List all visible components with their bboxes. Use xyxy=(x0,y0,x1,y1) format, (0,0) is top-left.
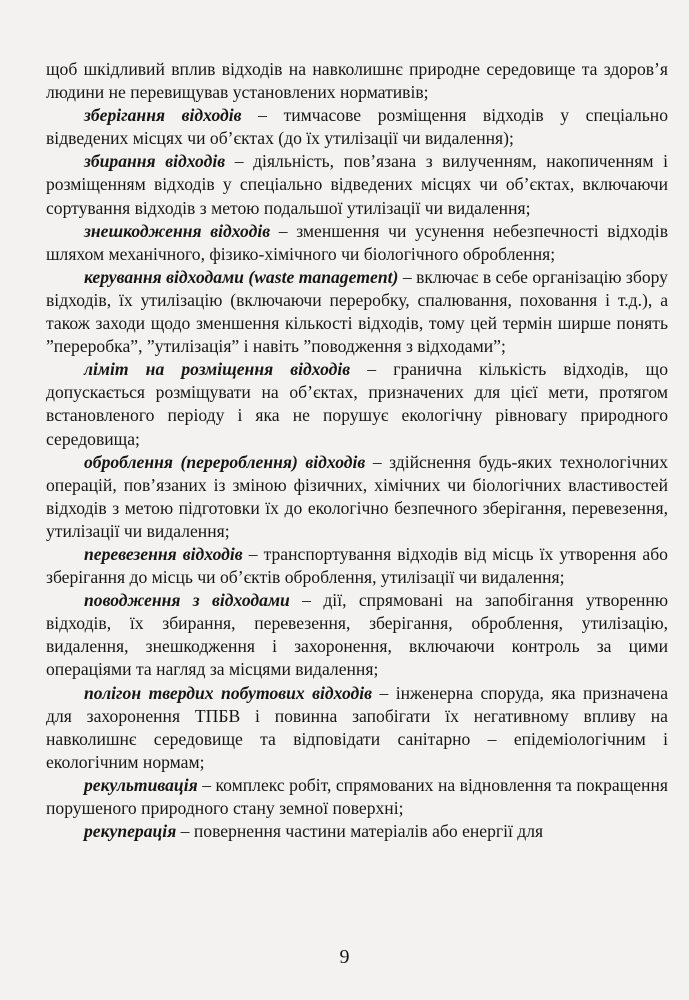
glossary-entry xyxy=(46,682,668,774)
glossary-entry xyxy=(46,451,668,543)
glossary-definition: – здійснення будь-яких технологічних операцій, пов’язаних із зміною фізичних, хімічних чи біологічних властивостей відходів з метою підготовки їх до екологічно безпечного зберігання, перевезення, утилізації чи видалення; xyxy=(46,451,668,541)
glossary-term: полігон твердих побутових відходів xyxy=(84,682,373,703)
glossary-definition: – включає в себе організацію збору відходів, їх утилізацію (включаючи переробку, спалювання, поховання і т.д.), а також заходи щодо зменшення кількості відходів, тому цей термін ширше понять ”переробка”, ”утилізація” і навіть ”поводження з відходами”; xyxy=(46,266,668,357)
glossary-term: знешкодження відходів xyxy=(84,220,271,241)
glossary-definition: – зменшення чи усунення небезпечності відходів шляхом механічного, фізико-хімічного чи біологічного оброблення; xyxy=(46,220,668,264)
glossary-entry xyxy=(46,220,668,266)
glossary-term: ліміт на розміщення відходів xyxy=(84,359,351,380)
glossary-entry xyxy=(46,150,668,219)
page-number: 9 xyxy=(339,946,350,968)
glossary-term: керування відходами (waste management) xyxy=(84,266,399,287)
glossary-definition: – комплекс робіт, спрямованих на відновлення та покращення порушеного природного стану земної поверхні; xyxy=(46,774,668,818)
glossary-entry xyxy=(46,104,668,150)
intro-paragraph: щоб шкідливий вплив відходів на навколишнє природне середовище та здоров’я людини не перевищував установлених нормативів; xyxy=(46,59,668,103)
glossary-term: рекультивація xyxy=(84,774,198,795)
glossary-term: зберігання відходів xyxy=(84,105,242,126)
glossary-definition: – тимчасове розміщення відходів у спеціально відведених місцях чи об’єктах (до їх утилізації чи видалення); xyxy=(46,105,668,149)
glossary-entry xyxy=(46,589,668,681)
glossary-definition: – повернення частини матеріалів або енергії для xyxy=(176,821,544,842)
document-body xyxy=(46,58,668,843)
glossary-definition: – інженерна споруда, яка призначена для захоронення ТПБВ і повинна запобігати їх негативному впливу на навколишнє середовище та відповідати санітарно – епідеміологічним і екологічним нормам; xyxy=(46,682,668,772)
glossary-entry xyxy=(46,774,668,820)
glossary-term: рекуперація xyxy=(84,821,177,842)
glossary-entry xyxy=(46,543,668,589)
glossary-term: оброблення (перероблення) відходів xyxy=(84,451,366,472)
glossary-definition: – дії, спрямовані на запобігання утворенню відходів, їх збирання, перевезення, зберігання, оброблення, утилізацію, видалення, знешкодження і захоронення, включаючи контроль за цими операціями та нагляд за місцями видалення; xyxy=(46,590,668,680)
glossary-entry xyxy=(46,266,668,358)
glossary-entry xyxy=(46,820,668,843)
glossary-definition: – діяльність, пов’язана з вилученням, накопиченням і розміщенням відходів у спеціально відведених місцях чи об’єктах, включаючи сортування відходів з метою подальшої утилізації чи видалення; xyxy=(46,151,668,218)
glossary-definition: – транспортування відходів від місць їх утворення або зберігання до місць чи об’єктів оброблення, утилізації чи видалення; xyxy=(46,543,668,588)
glossary-entry xyxy=(46,358,668,450)
glossary-definition: – гранична кількість відходів, що допускається розміщувати на об’єктах, призначених для цієї мети, протягом встановленого періоду і яка не порушує екологічну рівновагу природного середовища; xyxy=(46,359,668,449)
glossary-term: збирання відходів xyxy=(84,151,226,172)
glossary-term: перевезення відходів xyxy=(84,543,243,564)
glossary-term: поводження з відходами xyxy=(84,590,290,611)
